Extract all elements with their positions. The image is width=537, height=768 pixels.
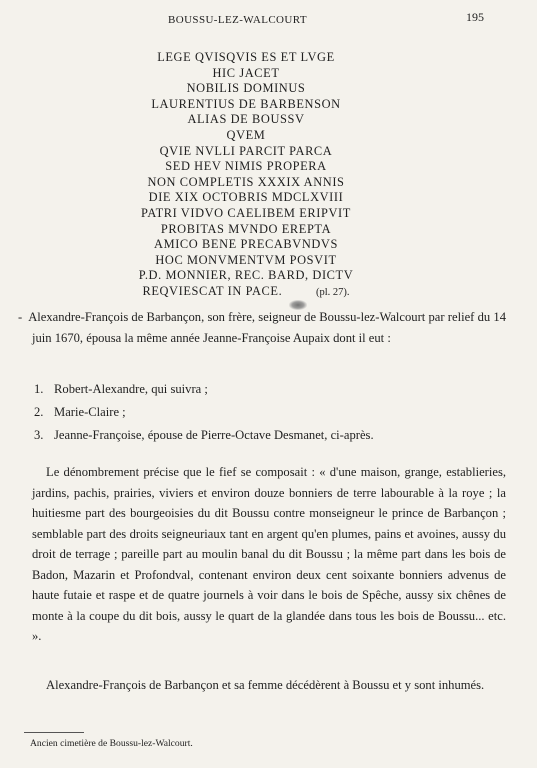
epitaph-line: HIC JACET <box>212 65 280 80</box>
list-item <box>34 401 374 424</box>
footnote-divider <box>24 732 84 733</box>
children-list <box>34 378 374 447</box>
epitaph-line: SED HEV NIMIS PROPERA <box>165 159 327 174</box>
footnote: Ancien cimetière de Boussu-lez-Walcourt. <box>30 738 193 749</box>
list-number: 2. <box>34 405 44 419</box>
list-text: Marie-Claire ; <box>54 405 126 419</box>
epitaph-line: DIE XIX OCTOBRIS MDCLXVIII <box>148 190 344 205</box>
list-number: 3. <box>34 428 44 442</box>
paragraph-marker: - <box>18 310 23 324</box>
paragraph-text: Alexandre-François de Barbançon, son frère, seigneur de Boussu-lez-Walcourt par relief du 14 juin 1670, épousa la même année Jeanne-Françoise Aupaix dont il eut : <box>28 310 506 345</box>
paragraph-denombrement: Le dénombrement précise que le fief se composait : « d'une maison, grange, establieries, jardins, pachis, prairies, viviers et environ douze bonniers de terre labourable à la roye ; la huitiesme part des bourgeoisies du dit Boussu contre monseigneur le prince de Barbançon ; semblable part des droits seigneuriaux tant en argent qu'en plumes, pains et avoines, aussy du droit de terrage ; pareille part au moulin banal du dit Boussu ; la même part dans les bois de Badon, Mazarin et Profondval, contenant environ deux cent soixante bonniers advenus de haute futaie et raspe et de quatre journels à voir dans le bois de Spêche, aussy six chênes de monte à la coupe du dit bois, aussy le quart de la glandée dans tous les bois de Boussu... etc. ». <box>32 465 506 643</box>
epitaph-line: HOC MONVMENTVM POSVIT <box>155 252 337 267</box>
epitaph-line: NOBILIS DOMINUS <box>186 81 306 96</box>
list-number: 1. <box>34 382 44 396</box>
epitaph-inscription <box>96 50 396 301</box>
epitaph-line: QVIE NVLLI PARCIT PARCA <box>159 143 333 158</box>
list-item <box>34 378 374 401</box>
running-head: BOUSSU-LEZ-WALCOURT <box>168 14 307 26</box>
epitaph-line: LEGE QVISQVIS ES ET LVGE <box>157 50 335 64</box>
epitaph-line: LAURENTIUS DE BARBENSON <box>151 96 341 111</box>
list-text: Jeanne-Françoise, épouse de Pierre-Octave Desmanet, ci-après. <box>54 428 374 442</box>
epitaph-line: REQVIESCAT IN PACE. <box>142 283 283 298</box>
epitaph-line: PROBITAS MVNDO EREPTA <box>160 221 332 236</box>
epitaph-line: P.D. MONNIER, REC. BARD, DICTV <box>138 268 354 283</box>
paragraph-burial: Alexandre-François de Barbançon et sa femme décédèrent à Boussu et y sont inhumés. <box>46 678 485 692</box>
list-text: Robert-Alexandre, qui suivra ; <box>54 382 208 396</box>
epitaph-line: AMICO BENE PRECABVNDVS <box>154 237 338 252</box>
epitaph-line: ALIAS DE BOUSSV <box>187 112 305 127</box>
page-number: 195 <box>466 10 484 24</box>
epitaph-last-line <box>96 284 396 301</box>
paragraph-succession <box>18 307 506 348</box>
plate-reference: (pl. 27). <box>315 286 350 298</box>
list-item <box>34 424 374 447</box>
epitaph-line: QVEM <box>226 127 266 142</box>
epitaph-line: NON COMPLETIS XXXIX ANNIS <box>147 174 345 189</box>
epitaph-line: PATRI VIDVO CAELIBEM ERIPVIT <box>141 205 351 220</box>
